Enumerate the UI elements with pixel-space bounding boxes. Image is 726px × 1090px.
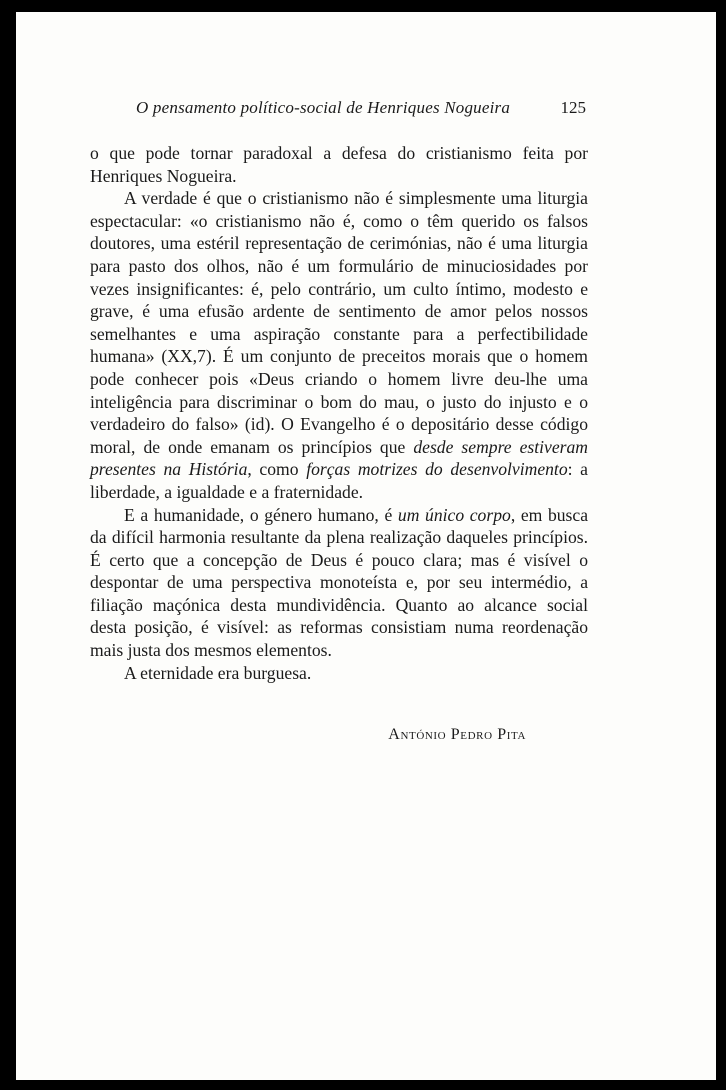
running-title: O pensamento político-social de Henriques Nogueira <box>136 98 511 117</box>
text-run: E a humanidade, o género humano, é <box>124 504 398 525</box>
paragraph <box>90 187 588 503</box>
text-run: : a liberdade, a igualdade e a fraternidade. <box>90 459 588 502</box>
text-run: A eternidade era burguesa. <box>124 662 312 683</box>
paragraph <box>90 662 588 685</box>
page-number: 125 <box>560 98 586 117</box>
text-run: A verdade é que o cristianismo não é simplesmente uma liturgia espectacular: «o cristianismo não é, como o têm querido os falsos doutores, uma estéril representação de cerimónias, não é uma liturgia para pasto dos olhos, não é um formulário de minuciosidades por vezes insignificantes: é, pelo contrário, um culto íntimo, modesto e grave, é uma efusão ardente de sentimento de amor pelos nossos semelhantes e uma aspiração constante para a perfectibilidade humana» (XX,7). É um conjunto de preceitos morais que o homem pode conhecer pois «Deus criando o homem livre deu-lhe uma inteligência para discriminar o bom do mau, o justo do injusto e o verdadeiro do falso» (id). O Evangelho é o depositário desse código moral, de onde emanam os princípios que <box>90 188 588 457</box>
author-signature: António Pedro Pita <box>388 726 526 743</box>
text-run: , como <box>247 459 307 480</box>
document-page <box>16 12 716 1080</box>
text-run: o que pode tornar paradoxal a defesa do cristianismo feita por Henriques Nogueira. <box>90 143 588 186</box>
italic-text-run: um único corpo <box>397 504 511 525</box>
italic-text-run: desde sempre estiveram presentes na História <box>90 436 588 480</box>
paragraph <box>90 142 588 187</box>
paragraph <box>90 504 588 662</box>
text-run: , em busca da difícil harmonia resultante da plena realização daqueles princípios. É certo que a concepção de Deus é pouco clara; mas é visível o despontar de uma perspectiva monoteísta e, por seu intermédio, a filiação maçónica desta mundividência. Quanto ao alcance social desta posição, é visível: as reformas consistiam numa reordenação mais justa dos mesmos elementos. <box>90 504 589 661</box>
italic-text-run: forças motrizes do desenvolvimento <box>306 459 568 480</box>
running-header <box>136 98 586 118</box>
body-text <box>90 142 588 684</box>
